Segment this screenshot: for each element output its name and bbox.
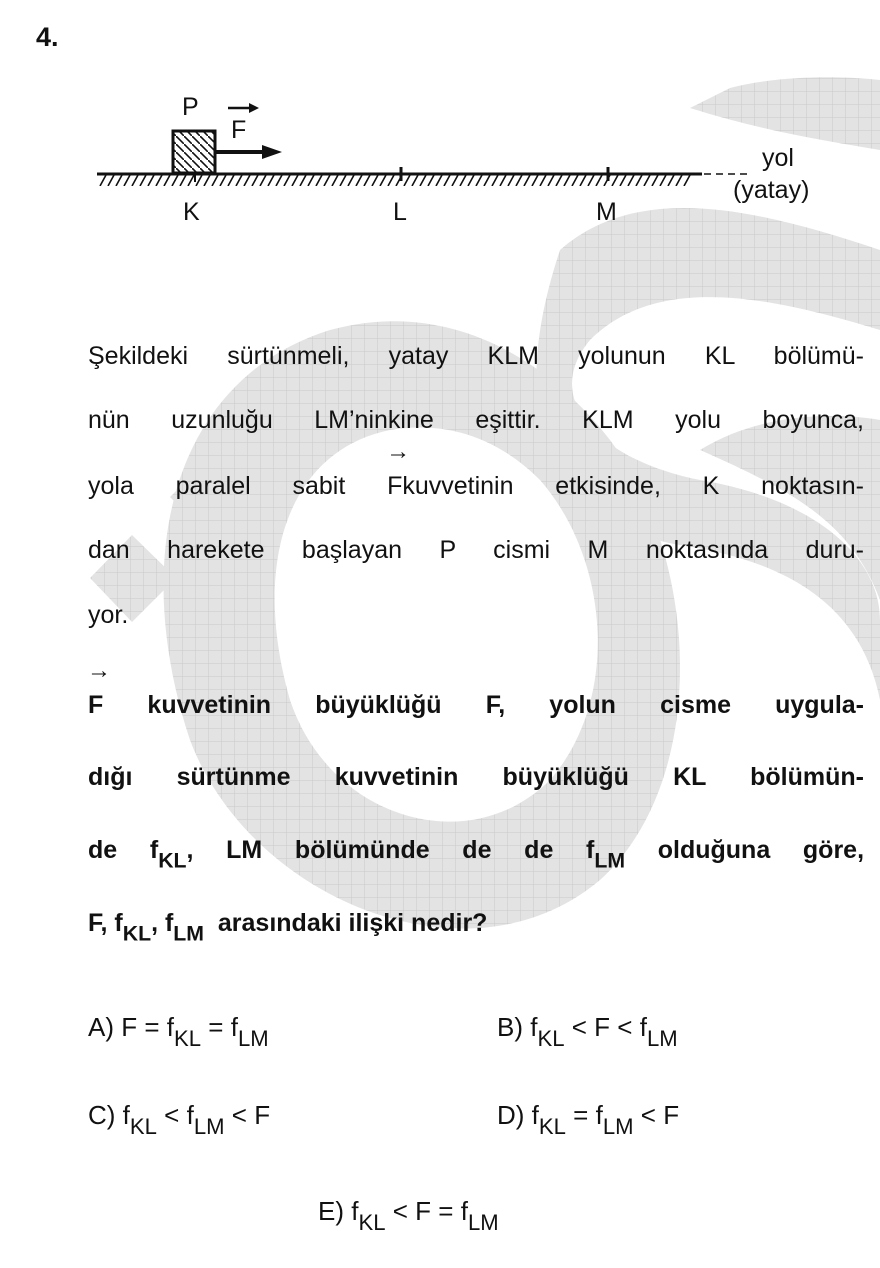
option-d[interactable]: D) $f_{KL} = f_{LM} < F$ (497, 1100, 680, 1139)
option-b[interactable]: B) $f_{KL} < F < f_{LM}$ (497, 1012, 678, 1051)
paragraph-line-1: Şekildeki sürtünmeli, yatay KLM yolunun KL bölümü- (88, 342, 864, 370)
option-a[interactable]: A) $F = f_{KL} = f_{LM}$ (88, 1012, 269, 1051)
prompt-line-3: de $f_{KL}$, LM bölümünde de de $f_{LM}$ olduğuna göre, (88, 836, 865, 873)
paragraph-line-3: yola paralel sabit → Fkuvvetinin etkisinde, K noktasın- (88, 466, 864, 506)
prompt-line-4: F, $f_{KL}$, $f_{LM}$ arasındaki ilişki nedir? (88, 909, 488, 946)
vector-arrow-icon: → (87, 657, 111, 684)
label-k: K (183, 198, 200, 226)
question-number: 4. (36, 22, 59, 52)
label-m: M (596, 198, 617, 226)
vector-f: → F (87, 657, 111, 719)
option-e[interactable]: E) $f_{KL} < F = f_{LM}$ (318, 1196, 499, 1235)
prompt-line-1: → F kuvvetinin büyüklüğü F, yolun cisme uygula- (88, 685, 864, 725)
prompt-line-2: dığı sürtünme kuvvetinin büyüklüğü KL bölümün- (88, 763, 864, 791)
vector-arrow-icon: → (386, 438, 411, 465)
paragraph-line-2: nün uzunluğu LM’ninkine eşittir. KLM yolu boyunca, (88, 406, 864, 434)
vector-f: → F (386, 438, 411, 500)
label-l: L (393, 198, 407, 226)
label-road: yol (762, 144, 794, 172)
paragraph-line-5: yor. (88, 601, 129, 629)
paragraph-line-4: dan harekete başlayan P cismi M noktasında duru- (88, 536, 864, 564)
option-c[interactable]: C) $f_{KL} < f_{LM} < F$ (88, 1100, 271, 1139)
label-horizontal: (yatay) (733, 176, 810, 204)
label-p: P (182, 93, 199, 121)
label-force-f: F (231, 116, 247, 144)
